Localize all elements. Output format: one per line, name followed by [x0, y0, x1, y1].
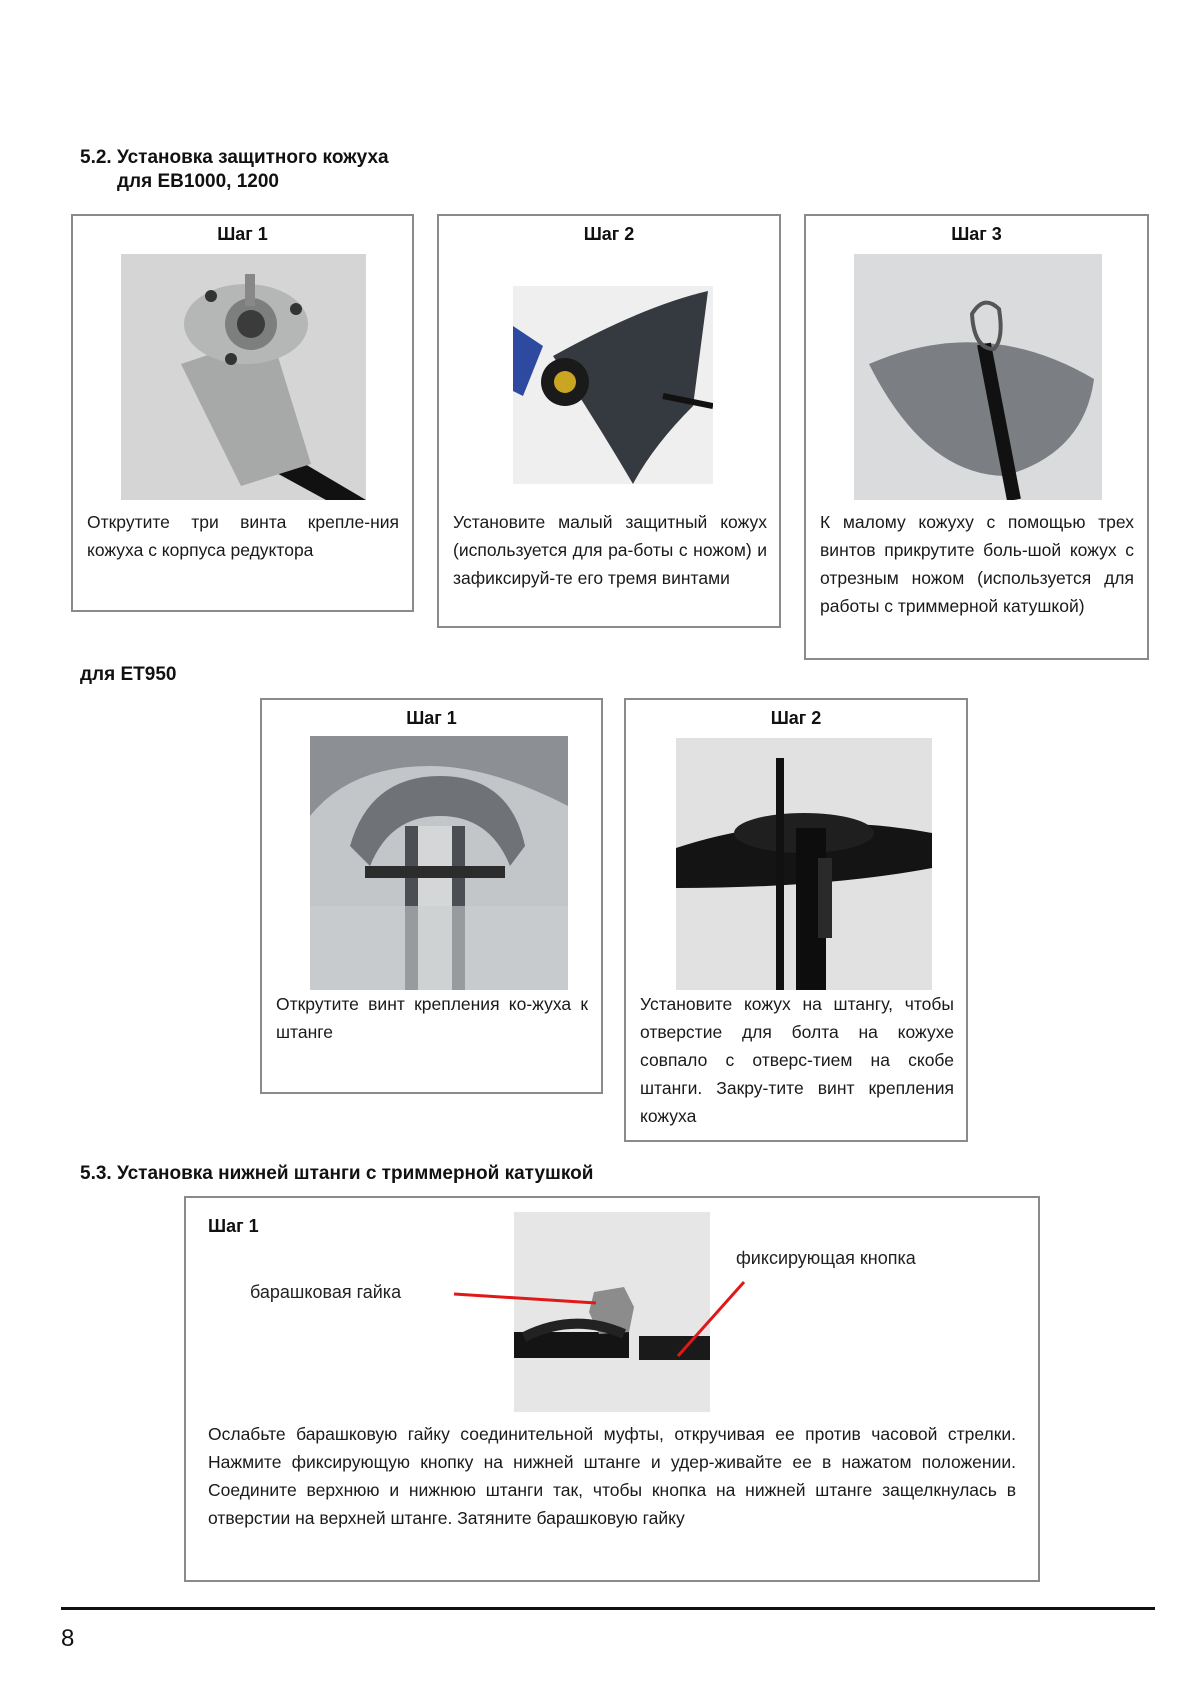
section-subtitle-eb: для EB1000, 1200	[117, 171, 279, 192]
et950-step-card-1	[260, 698, 603, 1094]
step-label: Шаг 1	[217, 224, 268, 244]
large-guard-photo	[854, 254, 1102, 500]
step-label: Шаг 3	[951, 224, 1002, 244]
section-title-5-2: 5.2. Установка защитного кожуха	[80, 147, 389, 168]
callout-lock-button: фиксирующая кнопка	[736, 1248, 916, 1268]
shaft-step-card	[184, 1196, 1040, 1582]
step-caption: Установите малый защитный кожух (используется для ра-боты с ножом) и зафиксируй-те его тремя винтами	[453, 512, 767, 588]
step-label: Шаг 1	[208, 1216, 259, 1236]
callout-line-lock-button	[678, 1282, 744, 1356]
step-caption: Открутите винт крепления ко-жуха к штанге	[276, 994, 588, 1042]
et950-guard-photo	[676, 738, 932, 990]
et950-step-card-2	[624, 698, 968, 1142]
step-card-1	[71, 214, 414, 612]
page-number: 8	[61, 1625, 75, 1652]
callout-line-wing-nut	[454, 1294, 596, 1303]
section-title-5-3: 5.3. Установка нижней штанги с триммерной катушкой	[80, 1163, 594, 1184]
step-label: Шаг 2	[583, 224, 635, 244]
gearbox-photo	[121, 254, 366, 500]
step-card-3	[804, 214, 1149, 660]
et950-bracket-photo	[310, 736, 568, 990]
step-label: Шаг 2	[770, 708, 822, 728]
step-caption: Открутите три винта крепле-ния кожуха с корпуса редуктора	[87, 512, 399, 560]
callout-wing-nut: барашковая гайка	[250, 1282, 402, 1302]
shaft-caption: Ослабьте барашковую гайку соединительной муфты, откручивая ее против часовой стрелки. Нажмите фиксирующую кнопку на нижней штанге и удер-живайте ее в нажатом положении. Соедините верхнюю и нижнюю штанги так, чтобы кнопка на нижней штанге защелкнулась в отверстии на верхней штанге. Затяните барашковую гайку	[208, 1424, 1016, 1528]
step-caption: Установите кожух на штангу, чтобы отверстие для болта на кожухе совпало с отверс-тием на скобе штанги. Закру-тите винт крепления кожуха	[640, 994, 954, 1126]
footer-rule	[61, 1607, 1155, 1610]
step-caption: К малому кожуху с помощью трех винтов прикрутите боль-шой кожух с отрезным ножом (используется для работы с триммерной катушкой)	[820, 512, 1134, 616]
step-label: Шаг 1	[406, 708, 457, 728]
callout-arrows	[186, 1198, 1042, 1458]
small-guard-photo	[513, 286, 713, 484]
step-card-2	[437, 214, 781, 628]
section-subtitle-et950: для ET950	[80, 664, 177, 685]
